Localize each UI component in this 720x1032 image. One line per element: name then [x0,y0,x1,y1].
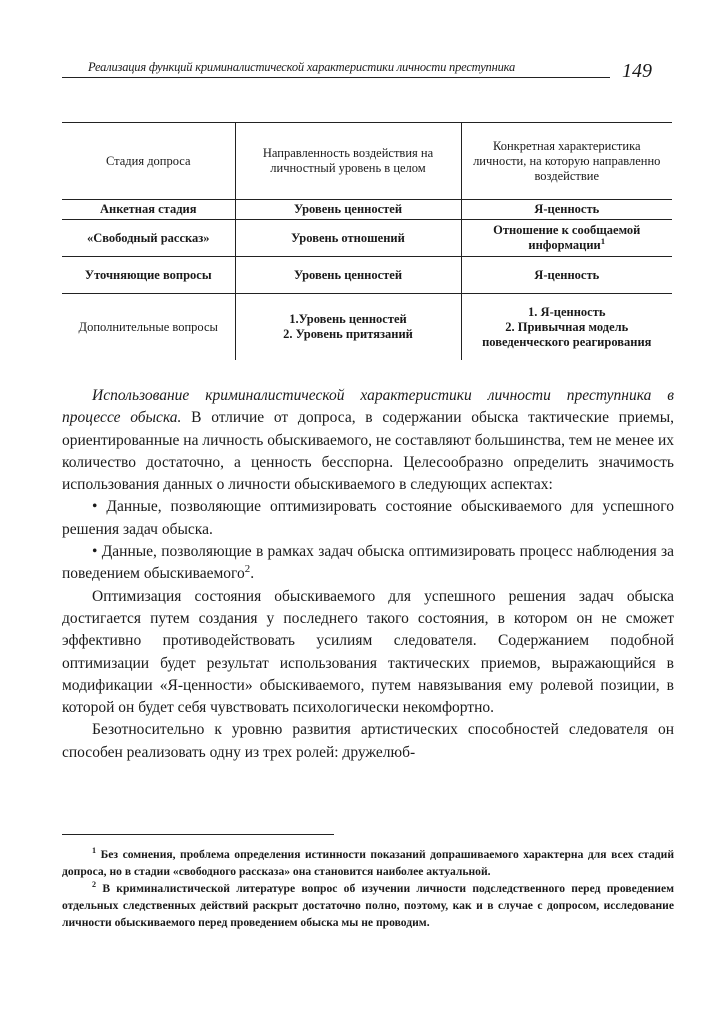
table-cell: Уровень ценностей [235,257,461,294]
table-cell: Я-ценность [461,257,672,294]
table-cell: Я-ценность [461,200,672,220]
bullet-text: Данные, позволяющие в рамках задач обыска оптимизировать процесс наблюдения за поведением обыскиваемого [62,543,675,583]
table-header-row [62,123,672,200]
interrogation-table [62,122,672,360]
section-heading: Использование криминалистической характеристики личности преступника в процессе обыска. [62,387,674,427]
bullet-end: . [250,565,255,583]
page-number: 149 [622,60,652,82]
table-cell: Уровень ценностей [235,200,461,220]
table-row [62,257,672,294]
body-text [62,385,674,764]
footnote-mark: 2 [92,880,97,890]
column-header: Направленность воздействия на личностный уровень в целом [235,123,461,200]
footnote-mark: 1 [92,846,97,856]
column-header: Конкретная характеристика личности, на которую направленно воздействие [461,123,672,200]
footnote-mark: 1 [600,235,606,246]
cell-text: Отношение к сообщаемой информации [493,223,641,252]
table-cell: 1. Я-ценность 2. Привычная модель поведенческого реагирования [461,294,672,361]
footnote [62,880,674,931]
table-row [62,294,672,361]
footnote-text: Без сомнения, проблема определения истинности показаний допрашиваемого характерна для всех стадий допроса, но в стадии «свободного рассказа» она становится наиболее актуальной. [62,848,674,878]
table-cell: Дополнительные вопросы [78,319,218,334]
column-header: Стадия допроса [62,123,235,200]
paragraph: Оптимизация состояния обыскиваемого для успешного решения задач обыска достигается путем создания у последнего такого состояния, в котором он не сможет эффективно противодействовать усилиям следователя. Содержанием подобной оптимизации будет результат использования тактических приемов, выражающийся в модификации «Я-ценности» обыскиваемого, путем навязывания ему ролевой позиции, в которой он будет себя чувствовать психологически некомфортно. [62,587,674,717]
footnote-mark: 2 [244,563,251,576]
paragraph-text: В отличие от допроса, в содержании обыска тактические приемы, ориентированные на личность обыскиваемого, не составляют большинства, тем не менее их количество достаточно, а ценность бесспорна. Целесообразно определить значимость использования данных о личности обыскиваемого в следующих аспектах: [62,409,674,494]
footnotes [62,846,674,931]
running-header: Реализация функций криминалистической характеристики личности преступника [88,60,516,74]
table-cell: Анкетная стадия [99,202,197,216]
table-row [62,200,672,220]
footnote-rule [62,834,334,835]
table-cell [461,220,672,257]
table-cell: «Свободный рассказ» [86,230,210,245]
footnote-text: В криминалистической литературе вопрос об изучении личности подследственного перед проведением отдельных следственных действий раскрыт достаточно полно, поэтому, как и в случае с допросом, исследование личности обыскиваемого перед проведением обыска мы не проводим. [62,882,674,929]
bullet-item [62,541,674,586]
table-cell: 1.Уровень ценностей 2. Уровень притязаний [235,294,461,361]
bullet-icon: • [92,543,98,561]
footnote [62,846,674,880]
bullet-item [62,496,674,541]
bullet-icon: • [92,498,98,516]
paragraph [62,385,674,496]
table-cell: Уточняющие вопросы [84,267,212,282]
table-cell: Уровень отношений [235,220,461,257]
bullet-text: Данные, позволяющие оптимизировать состояние обыскиваемого для успешного решения задач обыска. [62,498,675,538]
paragraph: Безотносительно к уровню развития артистических способностей следователя он способен реализовать одну из трех ролей: дружелюб- [62,721,674,761]
table-row [62,220,672,257]
header-rule [62,77,610,78]
